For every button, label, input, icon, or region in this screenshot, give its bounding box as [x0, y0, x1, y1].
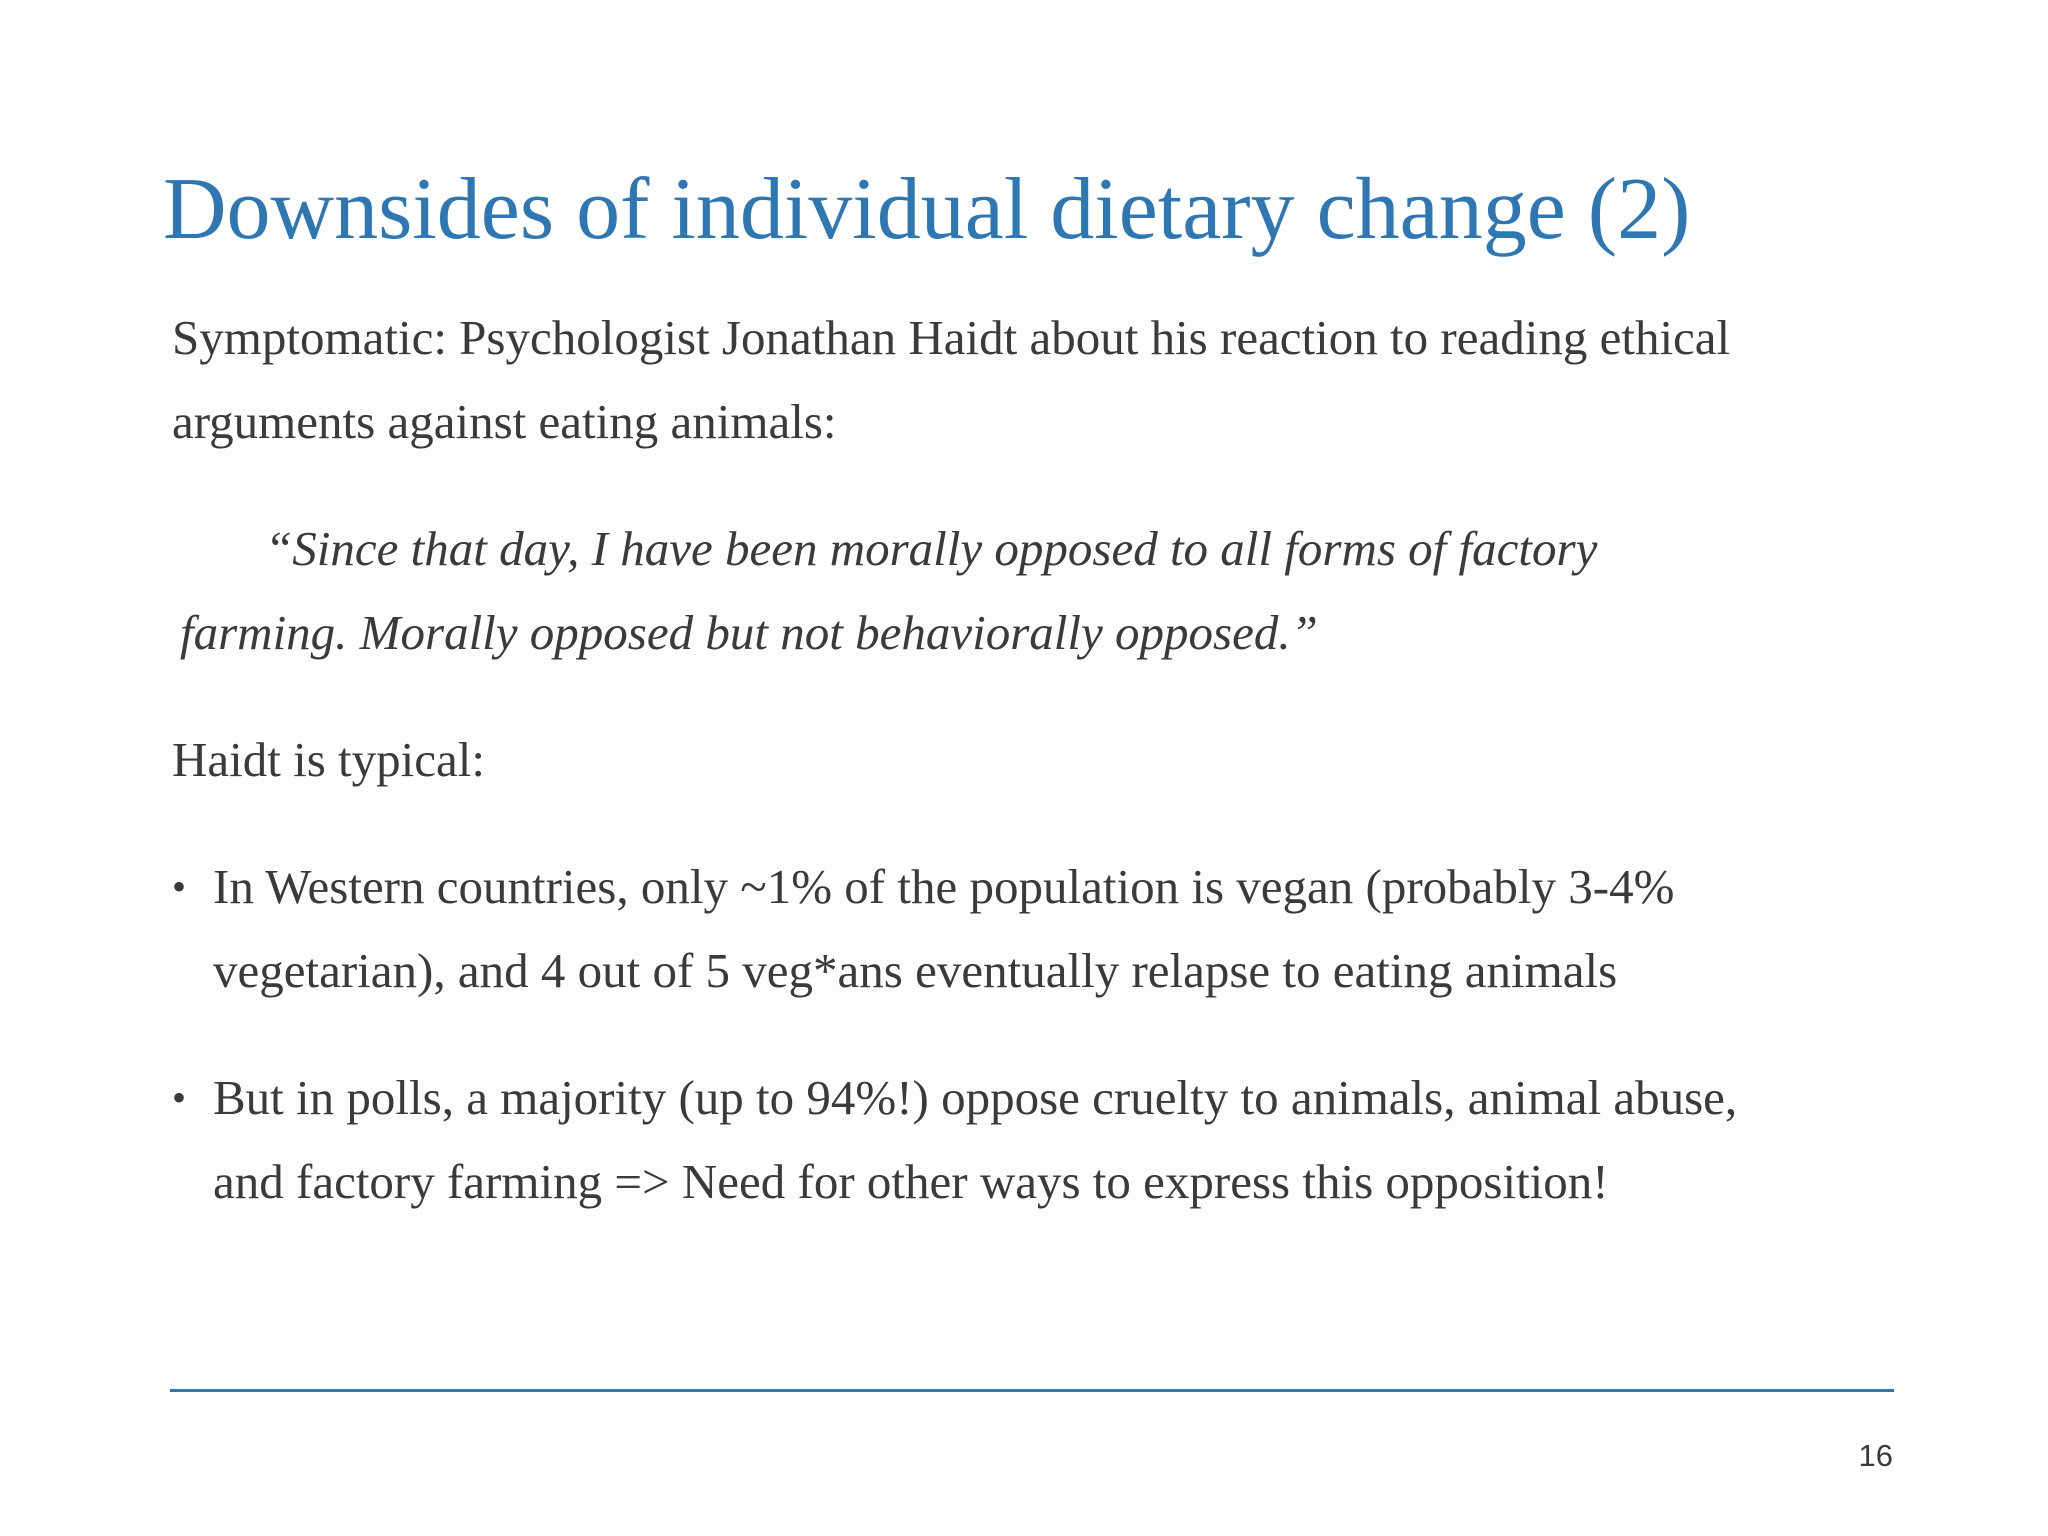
- bullet-text: But in polls, a majority (up to 94%!) oppose cruelty to animals, animal abuse, and factory farming => Need for other ways to express this opposition!: [213, 1070, 1738, 1209]
- page-number: 16: [1858, 1438, 1893, 1473]
- footer-divider: [170, 1389, 1894, 1392]
- bullet-item: [172, 845, 1792, 1013]
- bullet-item: [172, 1056, 1792, 1224]
- typical-heading: Haidt is typical:: [172, 732, 485, 787]
- slide-title: Downsides of individual dietary change (2): [163, 161, 1691, 258]
- intro-paragraph: Symptomatic: Psychologist Jonathan Haidt about his reaction to reading ethical arguments against eating animals:: [172, 310, 1731, 449]
- bullet-icon: •: [172, 864, 187, 909]
- bullet-icon: •: [172, 1075, 187, 1120]
- bullet-list: [172, 845, 1792, 1267]
- haidt-quote: “Since that day, I have been morally opposed to all forms of factory farming. Morally opposed but not behaviorally opposed.”: [180, 521, 1598, 660]
- bullet-text: In Western countries, only ~1% of the population is vegan (probably 3-4% vegetarian), and 4 out of 5 veg*ans eventually relapse to eating animals: [213, 859, 1675, 998]
